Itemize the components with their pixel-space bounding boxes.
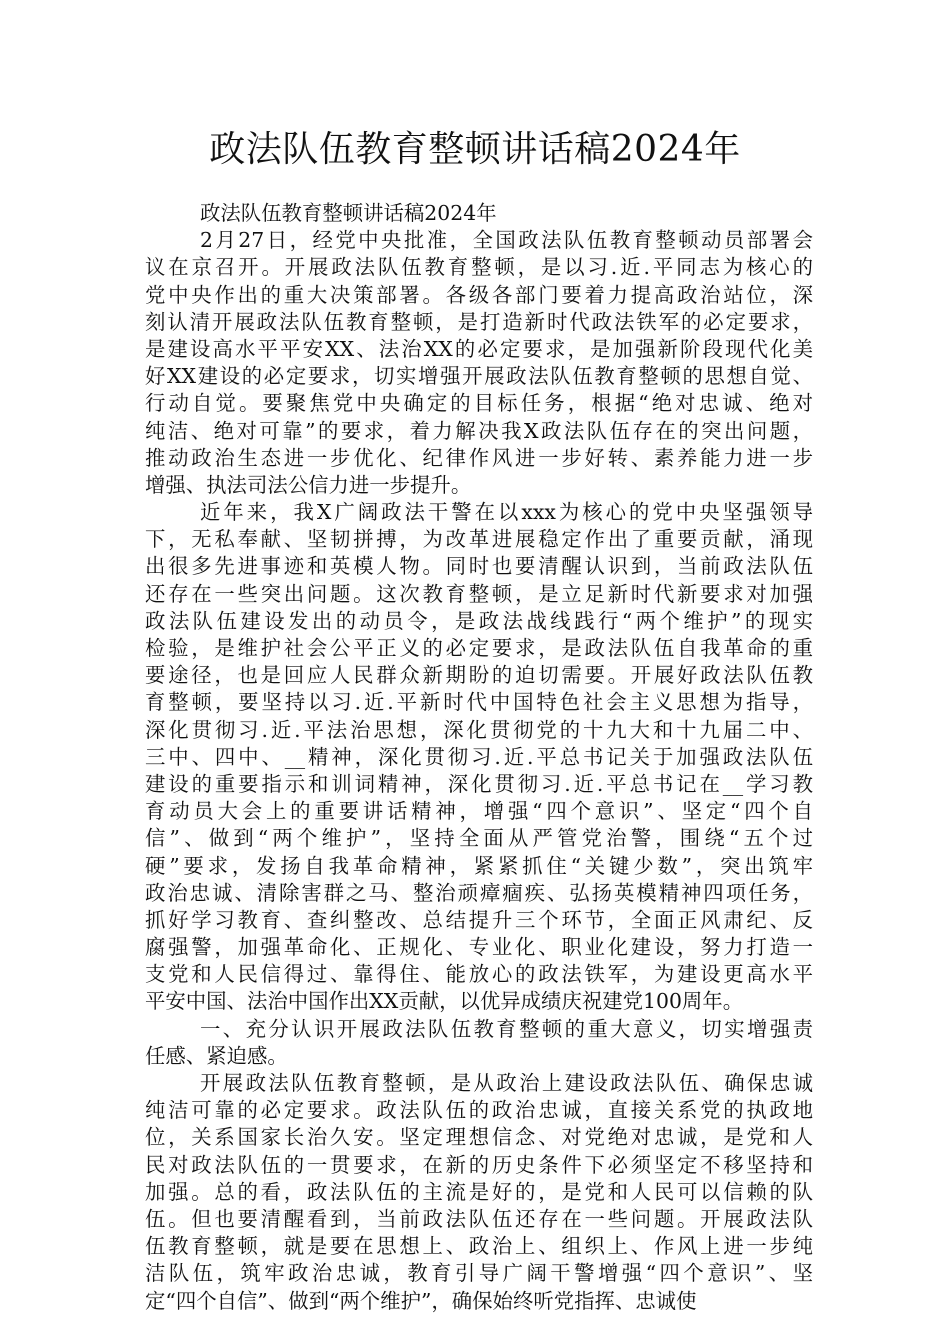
text-line: 政治忠诚、清除害群之马、整治顽瘴痼疾、弘扬英模精神四项任务， <box>145 880 813 905</box>
text-line: 纯洁、绝对可靠”的要求，着力解决我X政法队伍存在的突出问题， <box>145 418 813 443</box>
paragraph-1 <box>145 227 813 499</box>
text-line: 近年来，我X广阔政法干警在以xxx为核心的党中央坚强领导 <box>200 500 813 525</box>
text-line: 伍。但也要清醒看到，当前政法队伍还存在一些问题。开展政法队 <box>145 1206 813 1231</box>
text-line: 还存在一些突出问题。这次教育整顿，是立足新时代新要求对加强 <box>145 581 813 606</box>
text-line: 育整顿，要坚持以习.近.平新时代中国特色社会主义思想为指导， <box>145 690 813 715</box>
text-line: 腐强警，加强革命化、正规化、专业化、职业化建设，努力打造一 <box>145 935 813 960</box>
paragraph-4 <box>145 1070 813 1315</box>
text-line: 育动员大会上的重要讲话精神，增强“四个意识”、坚定“四个自 <box>145 799 813 824</box>
text-line: 洁队伍，筑牢政治忠诚，教育引导广阔干警增强“四个意识”、坚 <box>145 1261 813 1286</box>
text-line: 开展政法队伍教育整顿，是从政治上建设政法队伍、确保忠诚 <box>200 1071 813 1095</box>
text-line: 好XX建设的必定要求，切实增强开展政法队伍教育整顿的思想自觉、 <box>145 364 813 389</box>
text-line: 抓好学习教育、查纠整改、总结提升三个环节，全面正风肃纪、反 <box>145 907 813 932</box>
text-line: 加强。总的看，政法队伍的主流是好的，是党和人民可以信赖的队 <box>145 1179 813 1204</box>
paragraph-3 <box>145 1016 813 1070</box>
document-title: 政法队伍教育整顿讲话稿2024年 <box>209 129 741 170</box>
text-line: 民对政法队伍的一贯要求，在新的历史条件下必须坚定不移坚持和 <box>145 1152 813 1177</box>
text-line: 定“四个自信”、做到“两个维护”，确保始终听党指挥、忠诚使 <box>145 1288 697 1313</box>
text-line: 硬”要求，发扬自我革命精神，紧紧抓住“关键少数”，突出筑牢 <box>145 853 813 878</box>
text-line: 政法队伍教育整顿讲话稿2024年 <box>200 201 497 225</box>
text-line: 出很多先进事迹和英模人物。同时也要清醒认识到，当前政法队伍 <box>145 554 813 579</box>
text-line: 支党和人民信得过、靠得住、能放心的政法铁军，为建设更高水平 <box>145 962 813 987</box>
paragraph-subtitle <box>145 200 813 227</box>
text-line: 是建设高水平平安XX、法治XX的必定要求，是加强新阶段现代化美 <box>145 336 813 361</box>
text-line: 一、充分认识开展政法队伍教育整顿的重大意义，切实增强责 <box>200 1016 813 1041</box>
text-line: 党中央作出的重大决策部署。各级各部门要着力提高政治站位，深 <box>145 282 813 307</box>
text-line: 议在京召开。开展政法队伍教育整顿，是以习.近.平同志为核心的 <box>145 255 813 280</box>
text-line: 深化贯彻习.近.平法治思想，深化贯彻党的十九大和十九届二中、 <box>145 717 813 742</box>
text-line: 伍教育整顿，就是要在思想上、政治上、组织上、作风上进一步纯 <box>145 1234 813 1259</box>
text-line: 行动自觉。要聚焦党中央确定的目标任务，根据“绝对忠诚、绝对 <box>145 391 813 416</box>
paragraph-2 <box>145 499 813 1016</box>
text-line: 下，无私奉献、坚韧拼搏，为改革进展稳定作出了重要贡献，涌现 <box>145 527 813 552</box>
text-line: 刻认清开展政法队伍教育整顿，是打造新时代政法铁军的必定要求， <box>145 309 813 334</box>
text-line: 要途径，也是回应人民群众新期盼的迫切需要。开展好政法队伍教 <box>145 663 813 688</box>
text-line: 平安中国、法治中国作出XX贡献，以优异成绩庆祝建党100周年。 <box>145 989 744 1014</box>
text-line: 三中、四中、__精神，深化贯彻习.近.平总书记关于加强政法队伍 <box>145 744 813 769</box>
text-line: 纯洁可靠的必定要求。政法队伍的政治忠诚，直接关系党的执政地 <box>145 1098 813 1123</box>
text-line: 2月27日，经党中央批准，全国政法队伍教育整顿动员部署会 <box>200 228 813 253</box>
text-line: 推动政治生态进一步优化、纪律作风进一步好转、素养能力进一步 <box>145 445 813 470</box>
document-body <box>145 200 813 1315</box>
text-line: 增强、执法司法公信力进一步提升。 <box>145 472 472 497</box>
text-line: 政法队伍建设发出的动员令，是政法战线践行“两个维护”的现实 <box>145 608 813 633</box>
text-line: 位，关系国家长治久安。坚定理想信念、对党绝对忠诚，是党和人 <box>145 1125 813 1150</box>
text-line: 检验，是维护社会公平正义的必定要求，是政法队伍自我革命的重 <box>145 636 813 660</box>
text-line: 任感、紧迫感。 <box>145 1043 288 1068</box>
text-line: 信”、做到“两个维护”，坚持全面从严管党治警，围绕“五个过 <box>145 826 813 851</box>
text-line: 建设的重要指示和训词精神，深化贯彻习.近.平总书记在__学习教 <box>145 771 813 796</box>
